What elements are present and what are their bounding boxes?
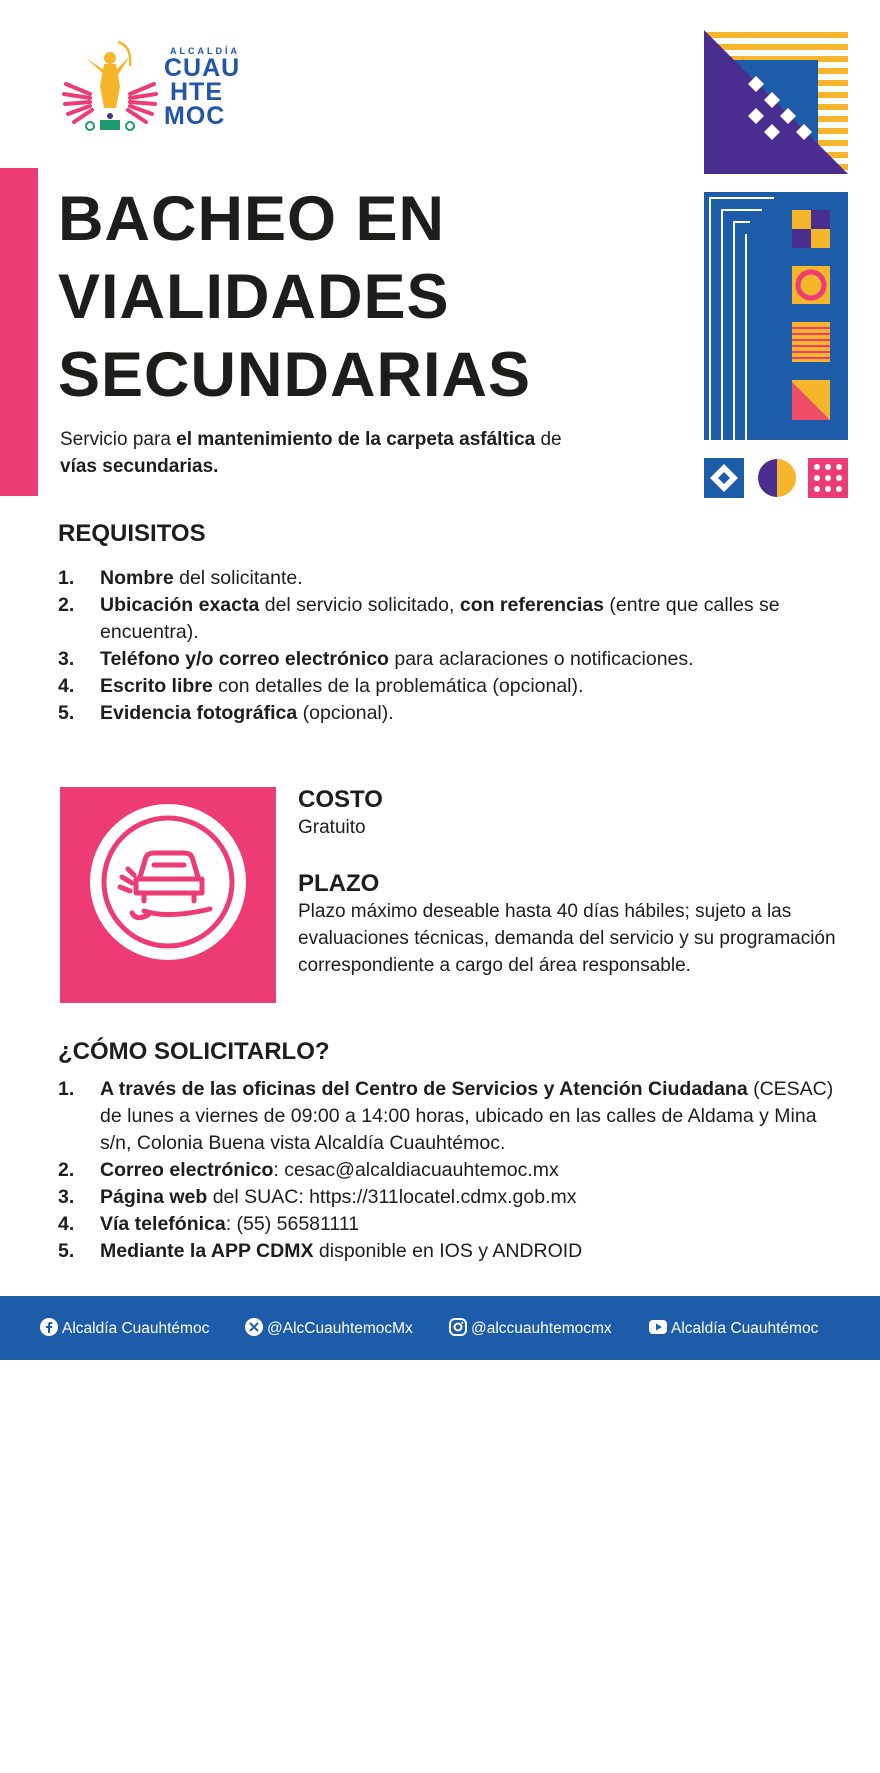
instagram-icon <box>449 1318 467 1336</box>
item-number: 4. <box>58 675 75 697</box>
title-line-3: SECUNDARIAS <box>58 340 532 410</box>
social-footer <box>0 1296 880 1360</box>
item-number: 2. <box>58 594 75 616</box>
term-heading: PLAZO <box>298 870 380 897</box>
item-bold: Escrito libre <box>100 675 213 697</box>
item-number: 1. <box>58 567 75 589</box>
item-number: 3. <box>58 648 75 670</box>
item-text: del servicio solicitado, <box>259 594 460 616</box>
item-text: : (55) 56581111 <box>225 1213 360 1235</box>
car-pothole-icon <box>60 787 276 1003</box>
decorative-pattern <box>704 30 850 500</box>
title-line-1: BACHEO EN <box>58 184 446 254</box>
list-item <box>58 673 828 700</box>
item-bold: Nombre <box>100 567 174 589</box>
cost-heading: COSTO <box>298 786 383 813</box>
how-to-request-heading: ¿CÓMO SOLICITARLO? <box>58 1038 330 1065</box>
list-item <box>58 1211 838 1238</box>
term-value: Plazo máximo deseable hasta 40 días hábiles; sujeto a las evaluaciones técnicas, demanda del servicio y su programación correspondiente a cargo del área responsable. <box>298 901 836 976</box>
requirements-list <box>58 565 828 727</box>
item-bold: Vía telefónica <box>100 1213 226 1235</box>
icon-label: CUIDADO, BACHE <box>81 1751 255 1772</box>
item-bold: Página web <box>100 1186 208 1208</box>
item-text: (CESAC) de lunes a viernes de 09:00 a 14:00 horas, ubicado en las calles de Aldama y Mina s/n, Colonia Buena vista Alcaldía Cuauhtémoc. <box>100 1078 834 1154</box>
item-text: : cesac@alcaldiacuauhtemoc.mx <box>273 1159 559 1181</box>
title-line-2: VIALIDADES <box>58 262 450 332</box>
logo-small-text: ALCALDÍA <box>170 46 240 56</box>
page-title <box>58 180 698 414</box>
requirements-heading: REQUISITOS <box>58 520 206 547</box>
intro-bold-2: vías secundarias. <box>60 456 219 477</box>
item-number: 4. <box>58 1213 75 1235</box>
footer-x[interactable] <box>245 1318 413 1338</box>
list-item <box>58 1157 838 1184</box>
youtube-handle: Alcaldía Cuauhtémoc <box>671 1320 819 1337</box>
item-number: 2. <box>58 1159 75 1181</box>
instagram-handle: @alccuauhtemocmx <box>471 1320 612 1337</box>
x-handle: @AlcCuauhtemocMx <box>267 1320 413 1337</box>
x-icon <box>245 1318 263 1336</box>
footer-youtube[interactable] <box>649 1318 818 1338</box>
accent-bar <box>0 168 38 496</box>
item-bold: Correo electrónico <box>100 1159 274 1181</box>
youtube-icon <box>649 1318 667 1336</box>
item-number: 5. <box>58 702 75 724</box>
list-item <box>58 592 828 646</box>
item-text: disponible en IOS y ANDROID <box>313 1240 583 1262</box>
facebook-icon <box>40 1318 58 1336</box>
item-number: 5. <box>58 1240 75 1262</box>
intro-bold-1: el mantenimiento de la carpeta asfáltica <box>176 429 536 450</box>
cost-value: Gratuito <box>298 817 366 838</box>
item-text: con detalles de la problemática (opcional). <box>212 675 584 697</box>
intro-part-1: Servicio para <box>60 429 177 450</box>
item-text: (opcional). <box>297 702 394 724</box>
intro-part-2: de <box>535 429 562 450</box>
list-item <box>58 1238 838 1265</box>
logo-line-1: CUAU <box>164 54 241 82</box>
item-number: 3. <box>58 1186 75 1208</box>
item-text-2: (entre que calles se encuentra). <box>100 594 780 643</box>
how-to-request-list <box>58 1076 838 1265</box>
list-item <box>58 1184 838 1211</box>
list-item <box>58 646 828 673</box>
item-number: 1. <box>58 1078 75 1100</box>
item-text: del solicitante. <box>173 567 303 589</box>
angel-emblem-icon <box>60 36 160 136</box>
footer-instagram[interactable] <box>449 1318 612 1338</box>
item-text: para aclaraciones o notificaciones. <box>388 648 694 670</box>
logo-line-2: HTE <box>170 78 223 106</box>
item-bold: A través de las oficinas del Centro de Servicios y Atención Ciudadana <box>100 1078 748 1100</box>
item-bold: Teléfono y/o correo electrónico <box>100 648 389 670</box>
item-bold: Mediante la APP CDMX <box>100 1240 314 1262</box>
item-bold-2: con referencias <box>459 594 604 616</box>
item-bold: Ubicación exacta <box>100 594 260 616</box>
intro-text <box>60 426 680 480</box>
footer-facebook[interactable] <box>40 1318 209 1338</box>
item-text: del SUAC: https://311locatel.cdmx.gob.mx <box>207 1186 577 1208</box>
item-bold: Evidencia fotográfica <box>100 702 298 724</box>
alcaldia-logo <box>60 36 260 136</box>
facebook-handle: Alcaldía Cuauhtémoc <box>62 1320 210 1337</box>
list-item <box>58 565 828 592</box>
list-item <box>58 1076 838 1157</box>
logo-line-3: MOC <box>164 102 226 130</box>
list-item <box>58 700 828 727</box>
